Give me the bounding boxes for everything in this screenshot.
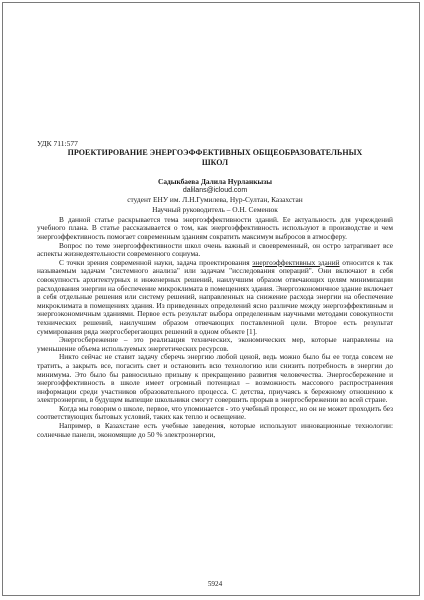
paragraph-3-body: относится к так называемым задачам "системного анализа" или задачам "исследования операций". Они включают в себя совокупность архитектурных и инженерных решений, наилучшим образом отвечающих целям минимизации расходования энергии на обеспечение микроклимата в помещениях здания. Энергоэкономичное здание включает в себя отдельные решения или систему решений, направленных на снижение расхода энергии на обеспечение микроклимата в помещениях здания. Из приведенных определений ясно различие между энергоэффективным и энергоэкономичным зданиями. Первое есть результат выбора определенным научными методами совокупности технических решений, наилучшим образом отвечающих поставленной цели. Второе есть результат суммирования ряда энергосберегающих решений в одном объекте [1]. (37, 257, 393, 336)
paragraph-3 (37, 259, 393, 336)
scientific-supervisor: Научный руководитель – О.Н. Семенюк (152, 204, 278, 214)
page-number: 5924 (207, 580, 223, 589)
paragraph-4: Энергосбережение – это реализация технических, экономических мер, которые направлены на уменьшение объема используемых энергетических ресурсов. (37, 335, 393, 353)
article-title-line-1: ПРОЕКТИРОВАНИЕ ЭНЕРГОЭФФЕКТИВНЫХ ОБЩЕОБРАЗОВАТЕЛЬНЫХ (67, 148, 363, 157)
author-block (37, 177, 393, 214)
page-frame (2, 2, 420, 596)
paragraph-5: Никто сейчас не ставит задачу сберечь энергию любой ценой, ведь можно было бы ее тогда совсем не тратить, а закрыть все, погасить свет и остановить всю технологию или снизить потребность в энергии до минимума. Это было бы равносильно призыву к прекращению развития человечества. Энергосбережение и энергоэффективность в школе имеет огромный потенциал – возможность массового распространения информации среди участников образовательного процесса. С детства, приучаясь к бережному отношению к электроэнергии, в будущем выпещие школьники смогут совершить прорыв в энергосбережении во всей стране. (37, 352, 393, 405)
author-name: Садыкбаева Далила Нурланкызы (158, 177, 272, 186)
article-title (37, 148, 393, 168)
paper-page (37, 43, 393, 591)
paragraph-7: Например, в Казахстане есть учебные заведения, которые используют инновационные технологии: солнечные панели, экономящие до 50 % электроэнергии, (37, 421, 393, 439)
paragraph-1: В данной статье раскрывается тема энергоэффективности зданий. Ее актуальность для учреждений учебного плана. В статье рассказывается о том, как энергоэффективность используют в производстве и чем энергоэффективность помогает современным зданиям сократить максимум выбросов в атмосферу. (37, 214, 393, 241)
article-title-line-2: ШКОЛ (201, 158, 229, 167)
author-email: dalilans@icloud.com (182, 187, 248, 195)
underlined-term: энергоэффективных зданий (252, 257, 340, 267)
paragraph-3-lead: С точки зрения современной науки, задача проектирования (59, 257, 253, 267)
author-affiliation: студент ЕНУ им. Л.Н.Гумилева, Нур-Султан, Казахстан (127, 195, 303, 205)
paragraph-6: Когда мы говорим о школе, первое, что упоминается - это учебный процесс, но он не может проходить без соответствующих бытовых условий, таких как тепло и освещение. (37, 403, 393, 422)
paragraph-2: Вопрос по теме энергоэффективности школ очень важный и своевременный, он остро затрагивает все аспекты жизнедеятельности современного социума. (37, 240, 393, 259)
udk-code: УДК 711:577 (37, 139, 78, 148)
